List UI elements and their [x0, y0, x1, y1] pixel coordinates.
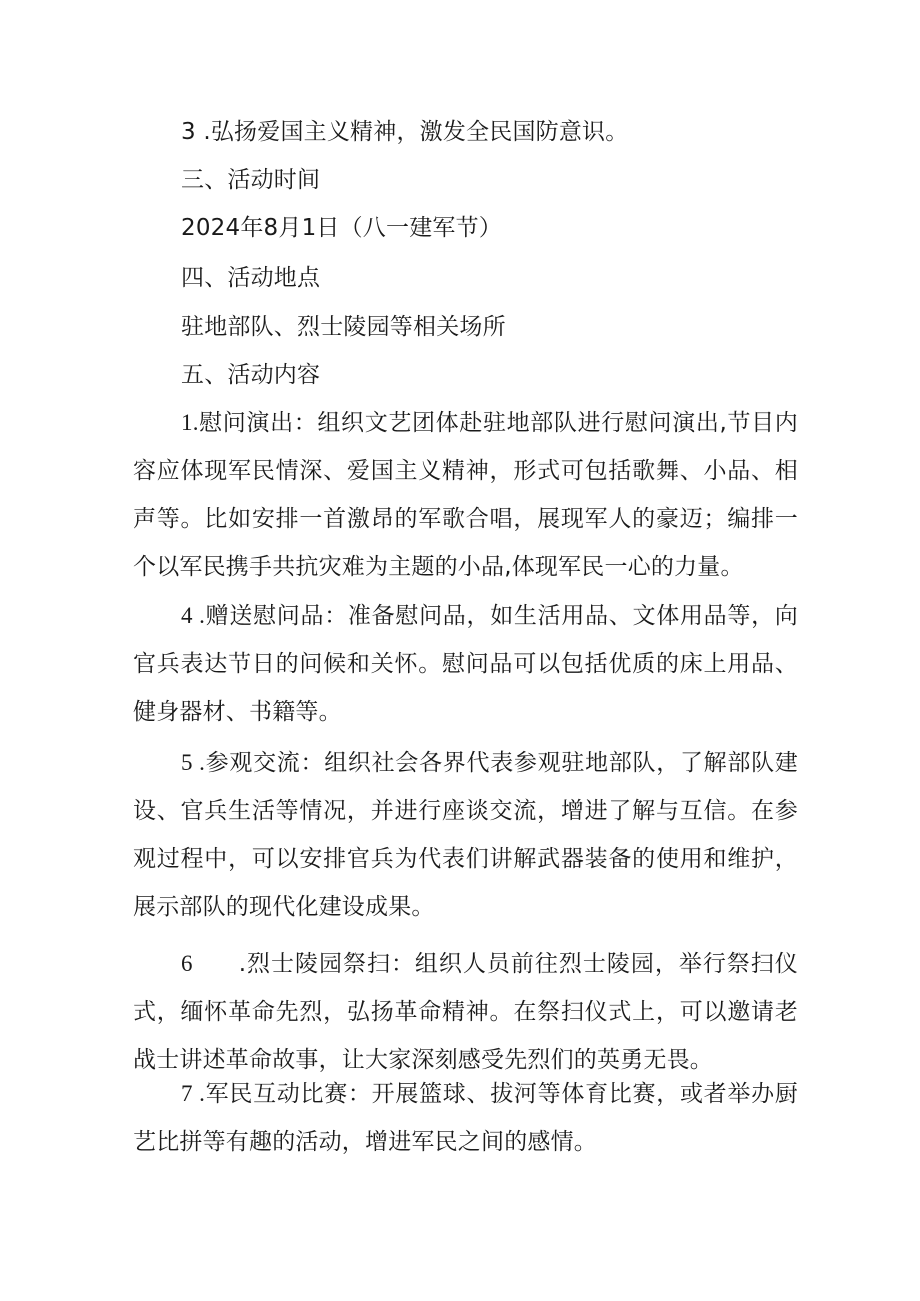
content-item-1	[133, 399, 798, 591]
content-item-4	[133, 592, 798, 736]
content-item-6-number: 6	[181, 951, 193, 976]
content-item-7-text: 军民互动比赛：开展篮球、拔河等体育比赛，或者举办厨艺比拼等有趣的活动，增进军民之间的感情。	[133, 1081, 799, 1155]
content-item-7-number: 7 .	[181, 1081, 206, 1106]
content-item-5-text: 参观交流：组织社会各界代表参观驻地部队，了解部队建设、官兵生活等情况，并进行座谈交流，增进了解与互信。在参观过程中，可以安排官兵为代表们讲解武器装备的使用和维护，展示部队的现代化建设成果。	[133, 750, 799, 920]
content-item-5	[133, 739, 798, 931]
goal-item-3: 3 .弘扬爱国主义精神，激发全民国防意识。	[181, 119, 629, 145]
section-time-value: 2024年8月1日（八一建军节）	[181, 215, 502, 241]
content-item-5-number: 5 .	[181, 750, 206, 775]
section-place-value: 驻地部队、烈士陵园等相关场所	[181, 314, 506, 340]
content-item-7	[133, 1070, 798, 1166]
content-item-1-number: 1.	[181, 410, 199, 435]
section-time-heading: 三、活动时间	[181, 167, 321, 193]
content-item-4-text: 赠送慰问品：准备慰问品，如生活用品、文体用品等，向官兵表达节日的问候和关怀。慰问品可以包括优质的床上用品、健身器材、书籍等。	[133, 603, 799, 725]
content-item-1-text: 慰问演出：组织文艺团体赴驻地部队进行慰问演出,节目内容应体现军民情深、爱国主义精神，形式可包括歌舞、小品、相声等。比如安排一首激昂的军歌合唱，展现军人的豪迈；编排一个以军民携手共抗灾难为主题的小品,体现军民一心的力量。	[133, 410, 798, 580]
section-place-heading: 四、活动地点	[181, 265, 321, 291]
section-content-heading: 五、活动内容	[181, 362, 321, 388]
content-item-4-number: 4 .	[181, 603, 206, 628]
content-item-6-text: .烈士陵园祭扫：组织人员前往烈士陵园，举行祭扫仪式，缅怀革命先烈，弘扬革命精神。在祭扫仪式上，可以邀请老战士讲述革命故事，让大家深刻感受先烈们的英勇无畏。	[133, 951, 798, 1073]
content-item-6	[133, 940, 798, 1084]
